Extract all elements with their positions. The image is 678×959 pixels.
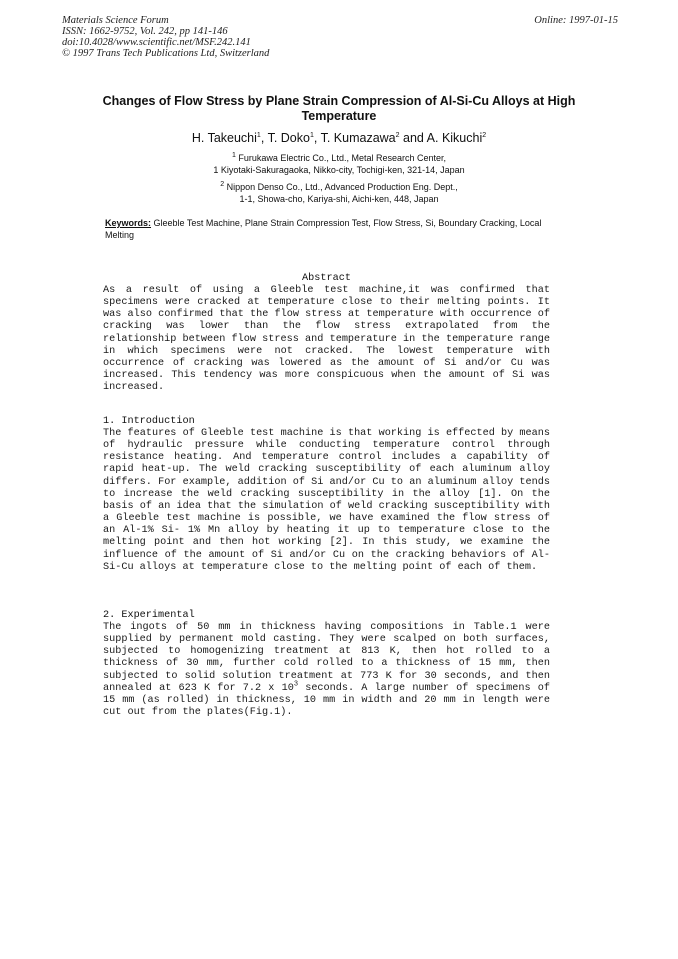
affil-line: Furukawa Electric Co., Ltd., Metal Research Center,: [238, 153, 446, 163]
affil-line: 1 Kiyotaki-Sakuragaoka, Nikko-city, Tochigi-ken, 321-14, Japan: [213, 164, 465, 175]
author-separator: ,: [260, 131, 268, 145]
keywords-label: Keywords:: [105, 218, 152, 228]
affiliation-1: [90, 153, 588, 176]
author-affil-mark: 2: [395, 131, 400, 139]
experimental-text-part: seconds. A large number of specimens of 15 mm (as rolled) in thickness, 10 mm in width and 20 mm in length were cut out from the plates(Fig.1).: [103, 682, 550, 719]
abstract-text: As a result of using a Gleeble test machine,it was confirmed that specimens were cracked at temperature close to their melting points. It was also confirmed that the flow stress at temperature with occurrence of cracking was lower than the flow stress extrapolated from the relationship between flow stress and temperature in the temperature range in which specimens were not cracked. The lowest temperature with occurrence of cracking was lowered as the amount of Si and/or Cu was increased. This tendency was more conspicuous when the amount of Si was increased.: [103, 285, 550, 394]
issn-line: ISSN: 1662-9752, Vol. 242, pp 141-146: [62, 26, 228, 37]
introduction-heading: 1. Introduction: [103, 416, 195, 427]
author-affil-mark: 2: [482, 131, 487, 139]
experimental-text: [103, 622, 550, 719]
author-name: A. Kikuchi: [426, 131, 483, 145]
affil-line: 1-1, Showa-cho, Kariya-shi, Aichi-ken, 448, Japan: [239, 193, 439, 204]
author-name: T. Kumazawa: [320, 131, 396, 145]
author-and: and: [399, 131, 427, 145]
author-list: [90, 131, 588, 146]
author-affil-mark: 1: [256, 131, 261, 139]
paper-title: Changes of Flow Stress by Plane Strain Compression of Al-Si-Cu Alloys at High Temperature: [102, 94, 576, 123]
abstract-heading: Abstract: [302, 273, 351, 284]
journal-header: [62, 15, 618, 59]
doi-line[interactable]: doi:10.4028/www.scientific.net/MSF.242.141: [62, 37, 251, 48]
keywords-text: Gleeble Test Machine, Plane Strain Compression Test, Flow Stress, Si, Boundary Cracking, Local Melting: [105, 218, 542, 240]
experimental-heading: 2. Experimental: [103, 610, 195, 621]
affil-line: Nippon Denso Co., Ltd., Advanced Production Eng. Dept.,: [226, 182, 458, 192]
author-name: T. Doko: [267, 131, 310, 145]
keywords: [105, 218, 553, 241]
affil-mark: 1: [231, 152, 236, 159]
experimental-text-part: The ingots of 50 mm in thickness having compositions in Table.1 were supplied by permanent mold casting. They were scalped on both surfaces, subjected to homogenizing treatment at 813 K, then hot rolled to a thickness of 30 mm, further cold rolled to a thickness of 15 mm, then subjected to solid solution treatment at 773 K for 30 seconds, and then annealed at 623 K for 7.2 x 10: [103, 622, 550, 694]
exponent: 3: [293, 680, 299, 689]
journal-name: Materials Science Forum: [62, 15, 169, 26]
author-affil-mark: 1: [309, 131, 314, 139]
affiliation-2: [90, 182, 588, 205]
copyright-line: © 1997 Trans Tech Publications Ltd, Switzerland: [62, 48, 270, 59]
online-date: Online: 1997-01-15: [534, 15, 618, 26]
introduction-text: The features of Gleeble test machine is that working is effected by means of hydraulic pressure while conducting temperature control through resistance heating. And temperature control includes a capability of rapid heat-up. The weld cracking susceptibility of each aluminum alloy differs. For example, addition of Si and/or Cu to an aluminum alloy tends to increase the weld cracking susceptibility in the alloy [1]. On the basis of an idea that the simulation of weld cracking susceptibility with a Gleeble test machine is possible, we have examined the flow stress of an Al-1% Si- 1% Mn alloy by heating it up to temperature close to the melting point and then hot working [2]. In this study, we examine the influence of the amount of Si and/or Cu on the cracking behaviors of Al-Si-Cu alloys at temperature close to the melting point of each of them.: [103, 428, 550, 573]
author-name: H. Takeuchi: [191, 131, 257, 145]
affil-mark: 2: [220, 181, 225, 188]
author-separator: ,: [313, 131, 321, 145]
